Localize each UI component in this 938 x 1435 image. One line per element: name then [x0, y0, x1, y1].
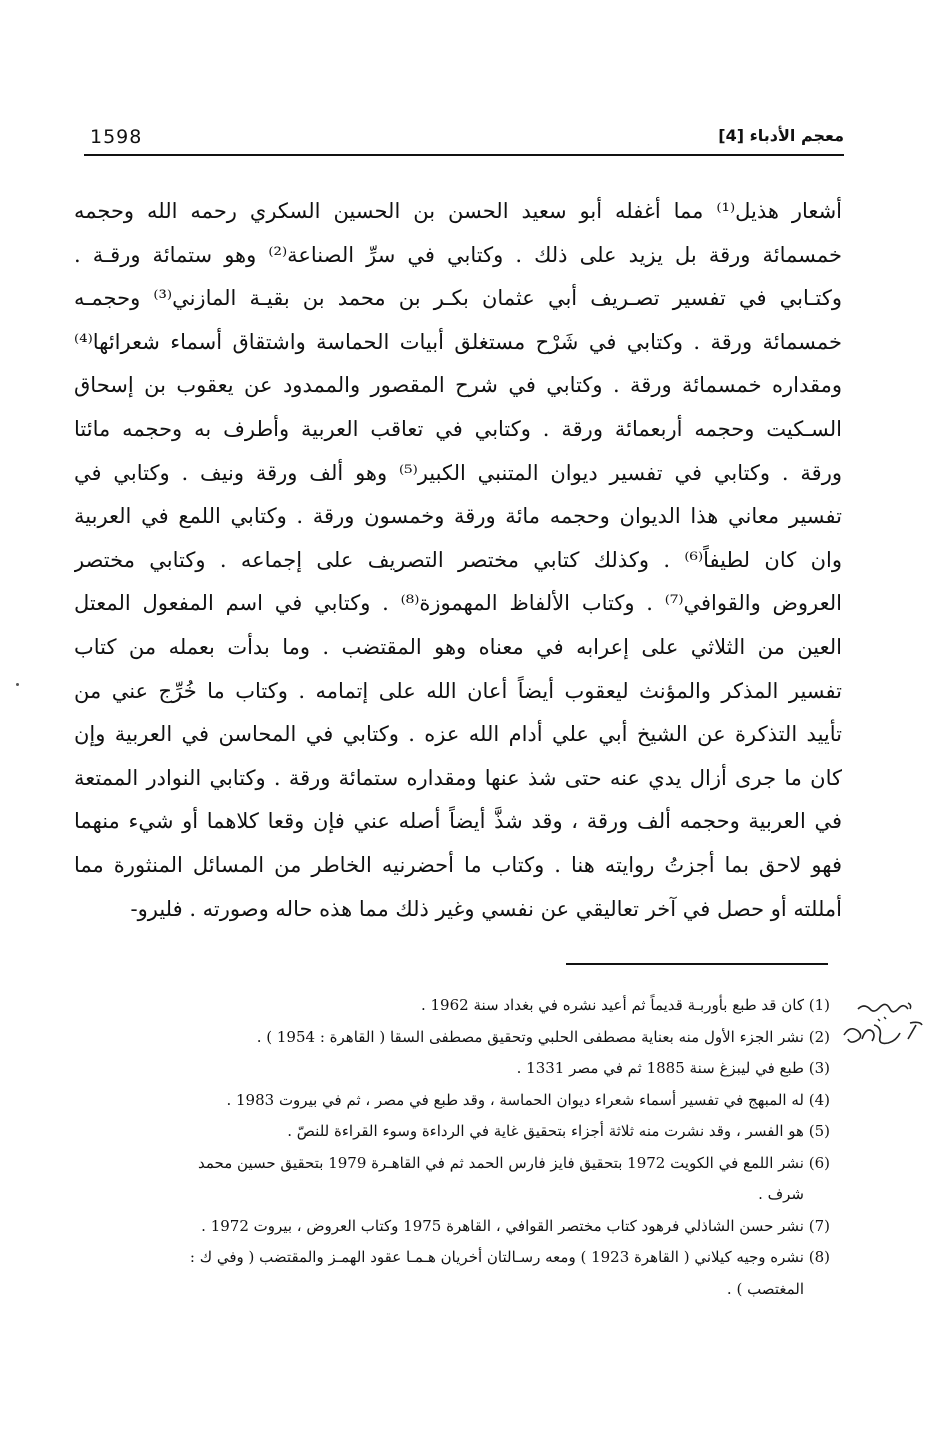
body-line: تفسير معاني هذا الديوان وحجمه مائة ورقة وخمسون ورقة . وكتابي اللمع في العربية — [74, 504, 842, 529]
handwritten-margin-note — [838, 995, 930, 1065]
body-line: وكتـابي في تفسير تصـريف أبي عثمان بكـر بن محمد بن بقيـة المازني⁽³⁾ وحجمـه — [74, 286, 842, 311]
footnote: (5) هو الفسر ، وقد نشرت منه ثلاثة أجزاء بتحقيق غاية في الرداءة وسوء القراءة للنصّ . — [287, 1122, 830, 1140]
running-title: معجم الأدباء [4] — [718, 126, 844, 145]
body-line: فهو لاحق بما أجزتُ روايته هنا . وكتاب ما أحضرنيه الخاطر من المسائل المنثورة مما — [74, 852, 842, 877]
body-line: تفسير المذكر والمؤنث ليعقوب أيضاً أعان الله على إتمامه . وكتاب ما خُرِّج عني من — [74, 678, 842, 703]
footnote-rule — [566, 963, 828, 965]
footnotes — [80, 990, 830, 1305]
body-text — [74, 190, 842, 931]
body-line: العروض والقوافي⁽⁷⁾ . وكتاب الألفاظ المهموزة⁽⁸⁾ . وكتابي في اسم المفعول المعتل — [74, 591, 842, 616]
page-header — [84, 126, 844, 156]
footnote: (4) له المبهج في تفسير أسماء شعراء ديوان الحماسة ، وقد طبع في مصر ، ثم في بيروت 1983 . — [226, 1090, 830, 1109]
header-rule — [84, 154, 844, 156]
body-line: تأييد التذكرة عن الشيخ أبي علي أدام الله عزه . وكتابي في المحاسن في العربية وإن — [74, 722, 842, 747]
footnote: (3) طبع في ليبزغ سنة 1885 ثم في مصر 1331 . — [516, 1059, 830, 1077]
body-line: ومقداره خمسمائة ورقة . وكتابي في شرح المقصور والممدود عن يعقوب بن إسحاق — [74, 373, 842, 398]
body-line: العين من الثلاثي على إعرابه في معناه وهو المقتضب . وما بدأت بعمله من كتاب — [74, 634, 842, 659]
scan-speck — [16, 683, 19, 686]
body-line: ورقة . وكتابي في تفسير ديوان المتنبي الكبير⁽⁵⁾ وهو ألف ورقة ونيف . وكتابي في — [74, 460, 842, 485]
handwriting-scribble — [838, 995, 930, 1065]
footnote: (8) نشره وجيه كيلاني ( القاهرة 1923 ) ومعه رسـالتان أخريان هـمـا عقود الهمـز والمقتضب ( وفي ك : — [189, 1248, 830, 1266]
body-line: وان كان لطيفاً⁽⁶⁾ . وكذلك كتابي مختصر التصريف على إجماعه . وكتابي مختصر — [74, 547, 842, 572]
page-number: 1598 — [90, 126, 143, 148]
footnote: (2) نشر الجزء الأول منه بعناية مصطفى الحلبي وتحقيق مصطفى السقا ( القاهرة : 1954 ) . — [256, 1027, 830, 1046]
body-line: كان ما جرى أزال يدي عنه حتى شذ عنها ومقداره ستمائة ورقة . وكتابي النوادر الممتعة — [74, 765, 842, 790]
body-line: في العربية وحجمه ألف ورقة ، وقد شذَّ أيضاً أصله عني فإن وقعا كلاهما أو شيء منهما — [74, 809, 842, 834]
footnote-continuation: شرف . — [758, 1185, 804, 1203]
footnote: (7) نشر حسن الشاذلي فرهود كتاب مختصر القوافي ، القاهرة 1975 وكتاب العروض ، بيروت 1972 . — [201, 1216, 830, 1235]
footnote-continuation: المغتصب ) . — [726, 1279, 804, 1298]
body-line: أشعار هذيل⁽¹⁾ مما أغفله أبو سعيد الحسن بن الحسين السكري رحمه الله وحجمه — [74, 199, 842, 223]
body-line: خمسمائة ورقة بل يزيد على ذلك . وكتابي في سرِّ الصناعة⁽²⁾ وهو ستمائة ورقـة . — [74, 242, 842, 267]
footnote: (6) نشر اللمع في الكويت 1972 بتحقيق فايز فارس الحمد ثم في القاهـرة 1979 بتحقيق حسين محمد — [198, 1153, 830, 1172]
body-line: السـكيت وحجمه أربعمائة ورقة . وكتابي في تعاقب العربية وأطرف به وحجمه مائتا — [74, 416, 842, 441]
body-line: خمسمائة ورقة . وكتابي في شَرْح مستغلق أبيات الحماسة واشتقاق أسماء شعرائها⁽⁴⁾ — [74, 329, 842, 354]
footnote: (1) كان قد طبع بأوربـة قديماً ثم أعيد نشره في بغداد سنة 1962 . — [420, 996, 830, 1014]
body-line: أمللته أو حصل في آخر تعاليقي عن نفسي وغير ذلك مما هذه حاله وصورته . فليرو- — [130, 896, 842, 921]
